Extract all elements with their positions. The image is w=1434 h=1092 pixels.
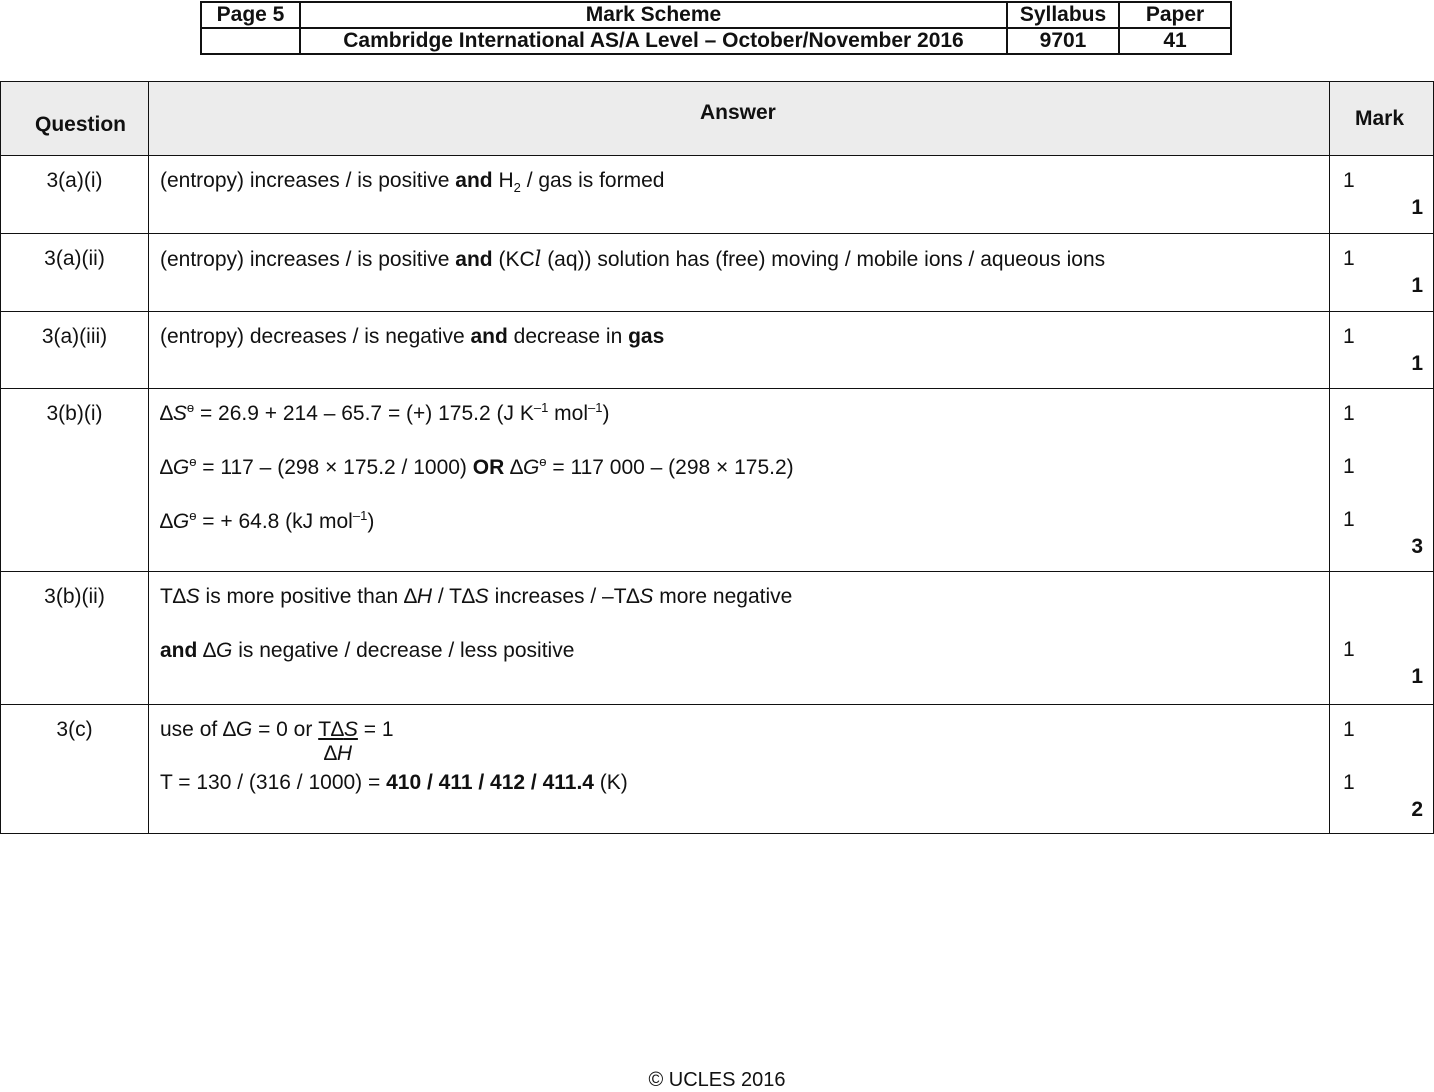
question-number: 3(a)(ii) [1, 234, 149, 312]
header-paper-value: 41 [1119, 28, 1231, 54]
mark-total: 2 [1411, 798, 1423, 821]
answer-line: $\Delta G^ө = 117 - (298 \times 175.2 / 1000)$ OR $\Delta G^ө = 117$ 000 – (298 × 175.2) [160, 454, 794, 479]
table-row [1, 312, 1434, 389]
header-paper-label: Paper [1119, 2, 1231, 28]
mark-point: 1 [1343, 771, 1355, 794]
table-row [1, 389, 1434, 572]
mark-cell [1330, 389, 1434, 572]
mark-cell [1330, 234, 1434, 312]
mark-point: 1 [1343, 169, 1355, 192]
table-row [1, 156, 1434, 234]
fraction: $\frac{T\Delta S}{\Delta H}$ [318, 718, 358, 765]
answer-line: use of ∆G = 0 or $\frac{T\Delta S}{\Delta H} = 1$ [160, 718, 394, 765]
mark-total: 3 [1411, 535, 1423, 558]
answer-line: T∆S is more positive than ∆H / T∆S increases / –T∆S more negative [160, 585, 793, 608]
question-number: 3(b)(ii) [1, 572, 149, 705]
table-row [1, 572, 1434, 705]
answer-line: and ∆G is negative / decrease / less positive [160, 639, 575, 662]
answer-cell: (entropy) decreases / is negative and decrease in gas [149, 312, 1330, 389]
header-syllabus-label: Syllabus [1007, 2, 1119, 28]
mark-point: 1 [1343, 402, 1355, 425]
header-table [200, 1, 1232, 55]
question-number: 3(a)(i) [1, 156, 149, 234]
mark-total: 1 [1411, 274, 1423, 297]
mark-cell [1330, 156, 1434, 234]
answer-cell: (entropy) increases / is positive and $H_2$ / gas is formed [149, 156, 1330, 234]
answer-line: $\Delta G^ө$ = + 64.8 (kJ mol$^{-1}$) [160, 508, 375, 533]
question-number: 3(b)(i) [1, 389, 149, 572]
question-column-header: Question [1, 82, 149, 156]
mark-point: 1 [1343, 718, 1355, 741]
answer-line: T = 130 / (316 / 1000) = 410 / 411 / 412 / 411.4 (K) [160, 771, 628, 794]
mark-point: 1 [1343, 455, 1355, 478]
answer-cell [149, 572, 1330, 705]
mark-point: 1 [1343, 508, 1355, 531]
question-number: 3(a)(iii) [1, 312, 149, 389]
mark-cell [1330, 705, 1434, 834]
answer-cell [149, 705, 1330, 834]
table-row [1, 705, 1434, 834]
mark-scheme-table [0, 81, 1434, 834]
mark-column-header: Mark [1330, 82, 1434, 156]
question-number: 3(c) [1, 705, 149, 834]
mark-cell [1330, 312, 1434, 389]
mark-total: 1 [1411, 196, 1423, 219]
answer-cell [149, 389, 1330, 572]
answer-line: $\Delta S^ө = 26.9 + 214 - 65.7$ = (+) 175.2 (J $K^{-1}$ mol$^{-1}$) [160, 400, 610, 425]
header-empty-cell [201, 28, 300, 54]
mark-total: 1 [1411, 665, 1423, 688]
mark-point: 1 [1343, 638, 1355, 661]
page-number: Page 5 [201, 2, 300, 28]
header-title-value: Cambridge International AS/A Level – October/November 2016 [300, 28, 1007, 54]
answer-column-header: Answer [149, 82, 1330, 156]
mark-point: 1 [1343, 247, 1355, 270]
answer-cell: (entropy) increases / is positive and (KCl (aq)) solution has (free) moving / mobile ions / aqueous ions [149, 234, 1330, 312]
mark-point: 1 [1343, 325, 1355, 348]
mark-cell [1330, 572, 1434, 705]
copyright-footer: © UCLES 2016 [648, 1069, 786, 1091]
header-title-label: Mark Scheme [300, 2, 1007, 28]
header-syllabus-value: 9701 [1007, 28, 1119, 54]
table-row [1, 234, 1434, 312]
mark-total: 1 [1411, 352, 1423, 375]
